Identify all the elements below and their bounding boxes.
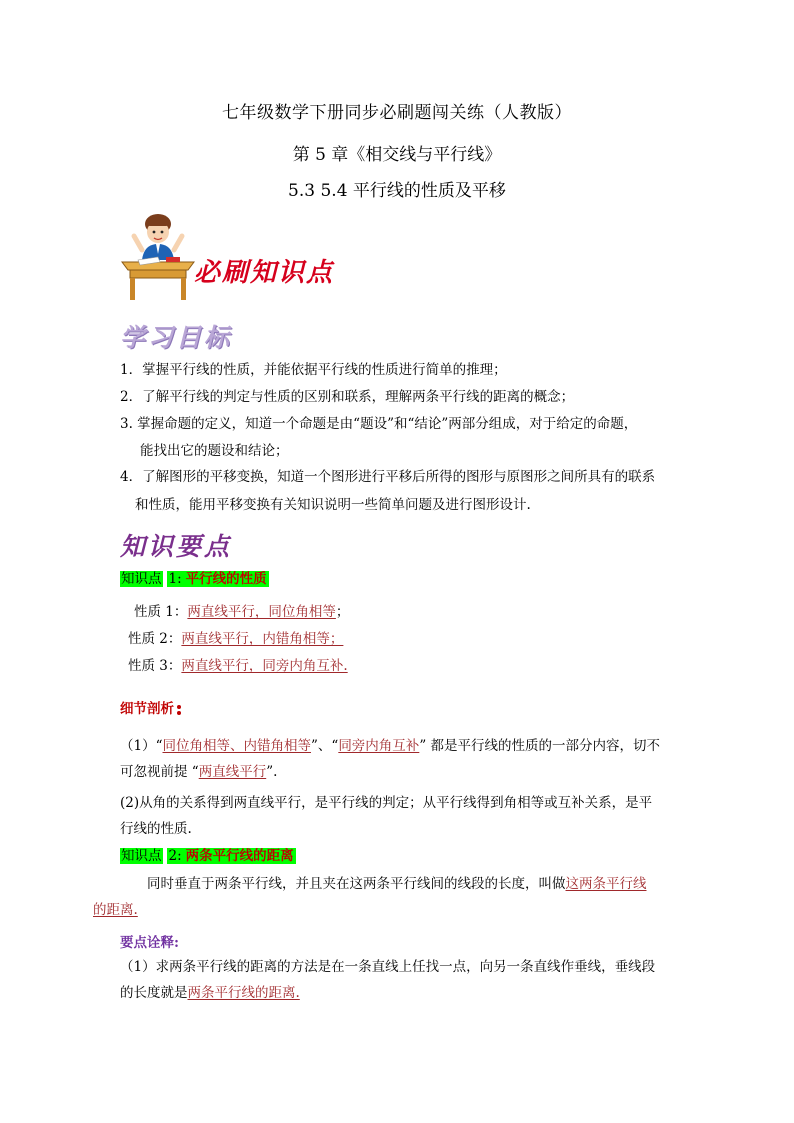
document-title: 七年级数学下册同步必刷题闯关练（人教版）: [222, 103, 572, 123]
kp-number: 1:: [168, 571, 182, 587]
text: ” 都是平行线的性质的一部分内容，切不: [419, 738, 661, 754]
objective-item: [120, 416, 695, 432]
property-3: [128, 654, 348, 674]
property-label: 性质 1：: [134, 604, 188, 620]
underlined-text: 两条平行线的距离.: [187, 985, 300, 1001]
underlined-text: 两直线平行: [198, 764, 267, 780]
underlined-text: 同位角相等、内错角相等: [162, 738, 311, 754]
detail-paragraph-2: [120, 790, 680, 842]
detail-analysis-heading: [120, 697, 182, 717]
dots-icon: [176, 704, 182, 716]
kp-number: 2:: [168, 848, 182, 864]
text: （1）“: [120, 738, 163, 754]
section-title: 5.3 5.4 平行线的性质及平移: [288, 181, 506, 201]
knowledge-point-1-tag: [120, 570, 269, 588]
property-text: 两直线平行，同旁内角互补.: [181, 658, 348, 674]
note-paragraph-1: [120, 954, 680, 1006]
objective-item: [120, 362, 695, 378]
objective-item: [120, 389, 695, 405]
property-text: 两直线平行，同位角相等: [187, 604, 336, 620]
detail-heading-text: 细节剖析: [120, 701, 174, 717]
text: 同时垂直于两条平行线，并且夹在这两条平行线间的线段的长度，叫做: [147, 876, 566, 892]
objective-text: 1．掌握平行线的性质，并能依据平行线的性质进行简单的推理；: [120, 362, 507, 378]
text: (2)从角的关系得到两直线平行，是平行线的判定；从平行线得到角相等或互补关系，是平: [120, 795, 653, 811]
property-text: 两直线平行，内错角相等；: [181, 631, 344, 647]
kp-label: 知识点: [121, 848, 162, 864]
kp-label: 知识点: [121, 571, 162, 587]
objective-item: [120, 469, 695, 485]
property-label: 性质 2：: [128, 631, 182, 647]
underlined-text: 的距离.: [93, 902, 138, 918]
objective-text: 3. 掌握命题的定义，知道一个命题是由“题设”和“结论”两部分组成，对于给定的命题，: [120, 416, 638, 432]
text: 可忽视前提 “: [120, 764, 199, 780]
underlined-text: 同旁内角互补: [338, 738, 420, 754]
property-label: 性质 3：: [128, 658, 182, 674]
kp-title: 两条平行线的距离: [185, 848, 294, 864]
objective-text: 2．了解平行线的判定与性质的区别和联系，理解两条平行线的距离的概念；: [120, 389, 575, 405]
underlined-text: 这两条平行线: [565, 876, 647, 892]
detail-paragraph-1: [120, 733, 680, 785]
objective-text: 和性质，能用平移变换有关知识说明一些简单问题及进行图形设计.: [135, 497, 531, 513]
text: （1）求两条平行线的距离的方法是在一条直线上任找一点，向另一条直线作垂线，垂线段: [120, 959, 656, 975]
text: 行线的性质.: [120, 821, 192, 837]
learning-objectives-heading: 学习目标: [120, 323, 233, 352]
kp-title: 平行线的性质: [185, 571, 267, 587]
knowledge-point-2-tag: [120, 847, 296, 865]
chapter-title: 第 5 章《相交线与平行线》: [292, 145, 502, 165]
objective-item-cont: [135, 497, 710, 513]
teacher-at-desk-icon: [118, 210, 198, 302]
objective-text: 4．了解图形的平移变换，知道一个图形进行平移后所得的图形与原图形之间所具有的联系: [120, 469, 656, 485]
property-tail: ；: [335, 604, 350, 620]
property-2: [128, 627, 343, 647]
objective-text: 能找出它的题设和结论；: [140, 443, 289, 459]
key-points-heading: 知识要点: [120, 532, 233, 561]
objective-item-cont: [140, 443, 715, 459]
key-note-heading: 要点诠释:: [120, 935, 179, 951]
property-1: [134, 600, 349, 620]
text: ”.: [266, 764, 278, 780]
hero-label: 必刷知识点: [194, 258, 335, 288]
kp2-paragraph: [93, 871, 680, 923]
text: 的长度就是: [120, 985, 188, 1001]
text: ”、“: [311, 738, 339, 754]
